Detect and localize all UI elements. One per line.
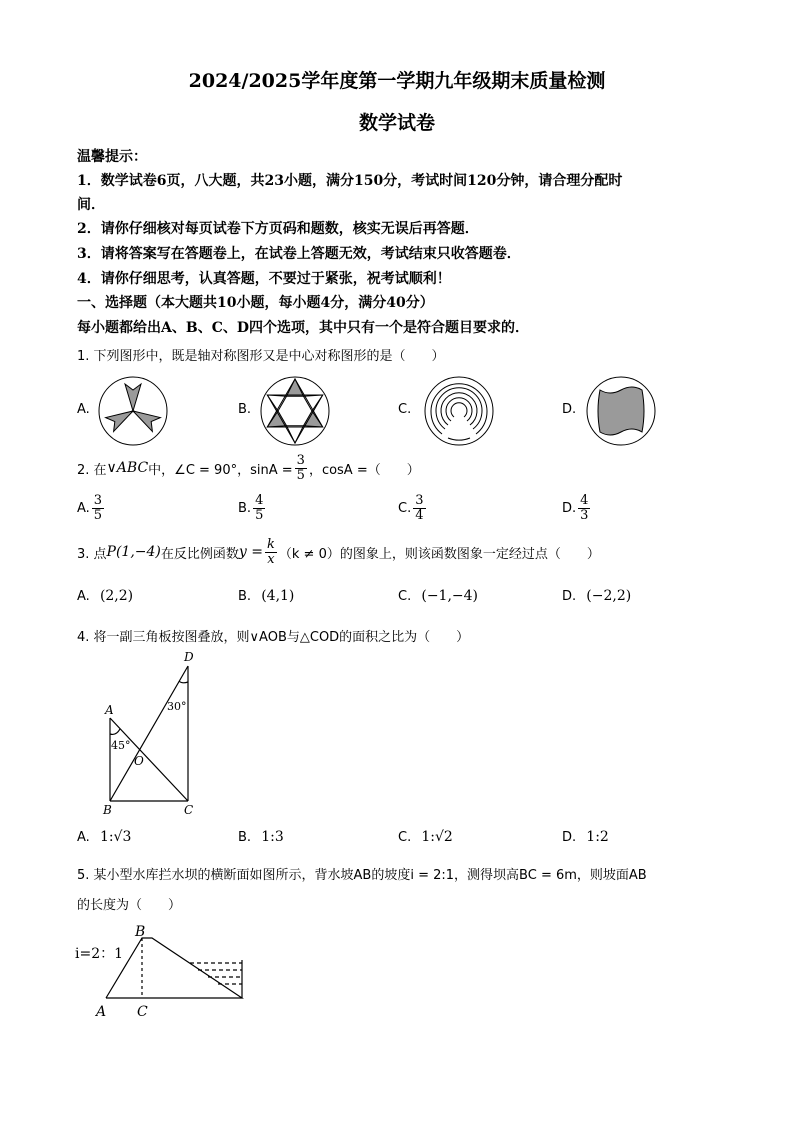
q4-label-c: C <box>184 803 194 817</box>
section-instruction: 每小题都给出A、B、C、D四个选项，其中只有一个是符合题目要求的． <box>77 320 529 336</box>
q3-option-d: D. (−2,2) <box>562 588 632 604</box>
question-2-stem <box>77 454 420 482</box>
section-heading: 一、选择题（本大题共10小题，每小题4分，满分40分） <box>77 295 434 311</box>
page-subtitle: 数学试卷 <box>358 112 435 134</box>
tip-item: 1．数学试卷6页，八大题，共23小题，满分150分，考试时间120分钟，请合理分配时 <box>77 173 623 189</box>
q4-option-d: D. 1:2 <box>562 829 609 845</box>
q4-label-a: A <box>105 703 114 717</box>
q2-sin-fraction: $\frac{3}{5}$ <box>296 453 305 483</box>
q2-stem-c: ，cosA =（ ） <box>308 462 420 478</box>
q4-option-a: A. 1:√3 <box>77 829 132 845</box>
q2-stem-b: 中，∠C = 90°，sinA = <box>148 462 293 478</box>
q4-option-c: C. 1:√2 <box>398 829 453 845</box>
q2-option-a: A. $\frac{3}{5}$ <box>77 493 103 523</box>
tip-item: 3．请将答案写在答题卷上，在试卷上答题无效，考试结束只收答题卷． <box>77 246 521 262</box>
q2-option-b: B. $\frac{4}{5}$ <box>238 493 264 523</box>
q4-option-b: B. 1:3 <box>238 829 284 845</box>
q4-label-30: 30° <box>167 700 187 713</box>
q4-label-d: D <box>184 650 194 664</box>
q4-label-45: 45° <box>111 739 131 752</box>
q1-figure-d <box>584 374 658 448</box>
tip-item: 4．请你仔细思考，认真答题，不要过于紧张，祝考试顺利！ <box>77 271 451 287</box>
q2-triangle: ∨ABC <box>106 460 149 477</box>
q2-option-c: C. $\frac{3}{4}$ <box>398 493 424 523</box>
q5-label-b: B <box>135 924 146 940</box>
q4-label-b: B <box>103 803 112 817</box>
q1-option-b-label: B. <box>238 402 252 417</box>
q3-option-c: C. (−1,−4) <box>398 588 479 604</box>
page-title: 2024/2025学年度第一学期九年级期末质量检测 <box>188 70 606 92</box>
tips-heading: 温馨提示： <box>77 149 147 165</box>
q4-figure <box>96 648 206 818</box>
q5-figure <box>72 922 252 1022</box>
q1-option-a-label: A. <box>77 402 90 417</box>
q2-option-d: D. $\frac{4}{3}$ <box>562 493 589 523</box>
q4-label-o: O <box>134 754 144 768</box>
tip-item: 2．请你仔细核对每页试卷下方页码和题数，核实无误后再答题． <box>77 221 479 237</box>
q5-label-c: C <box>137 1004 148 1020</box>
q5-label-ratio: i=2：1 <box>75 946 124 962</box>
q1-figure-a <box>96 374 170 448</box>
q5-label-a: A <box>96 1004 107 1020</box>
q1-option-c-label: C. <box>398 402 412 417</box>
q2-stem-a: 2. 在 <box>77 462 107 478</box>
question-3-stem: 3. 点 P(1,−4) 在反比例函数 y = $\frac{k}{x}$ （k ≠ 0） 的图象上，则该函数图象一定经过点（ ） <box>77 537 600 567</box>
q3-option-b: B. (4,1) <box>238 588 295 604</box>
question-5-stem-line1: 5. 某小型水库拦水坝的横断面如图所示，背水坡AB的坡度i = 2:1，测得坝高BC = 6m，则坡面AB <box>77 868 647 883</box>
q1-option-d-label: D. <box>562 402 577 417</box>
question-4-stem: 4. 将一副三角板按图叠放，则∨AOB与△COD的面积之比为（ ） <box>77 630 470 645</box>
q1-figure-c <box>422 374 496 448</box>
question-1-stem: 1. 下列图形中，既是轴对称图形又是中心对称图形的是（ ） <box>77 349 445 364</box>
q3-point: P(1,−4) <box>106 544 161 561</box>
question-5-stem-line2: 的长度为（ ） <box>77 898 182 913</box>
tip-item: 间． <box>77 197 105 213</box>
q1-figure-b <box>258 374 332 448</box>
q3-option-a: A. (2,2) <box>77 588 134 604</box>
q3-function-fraction: $\frac{k}{x}$ <box>267 537 275 567</box>
